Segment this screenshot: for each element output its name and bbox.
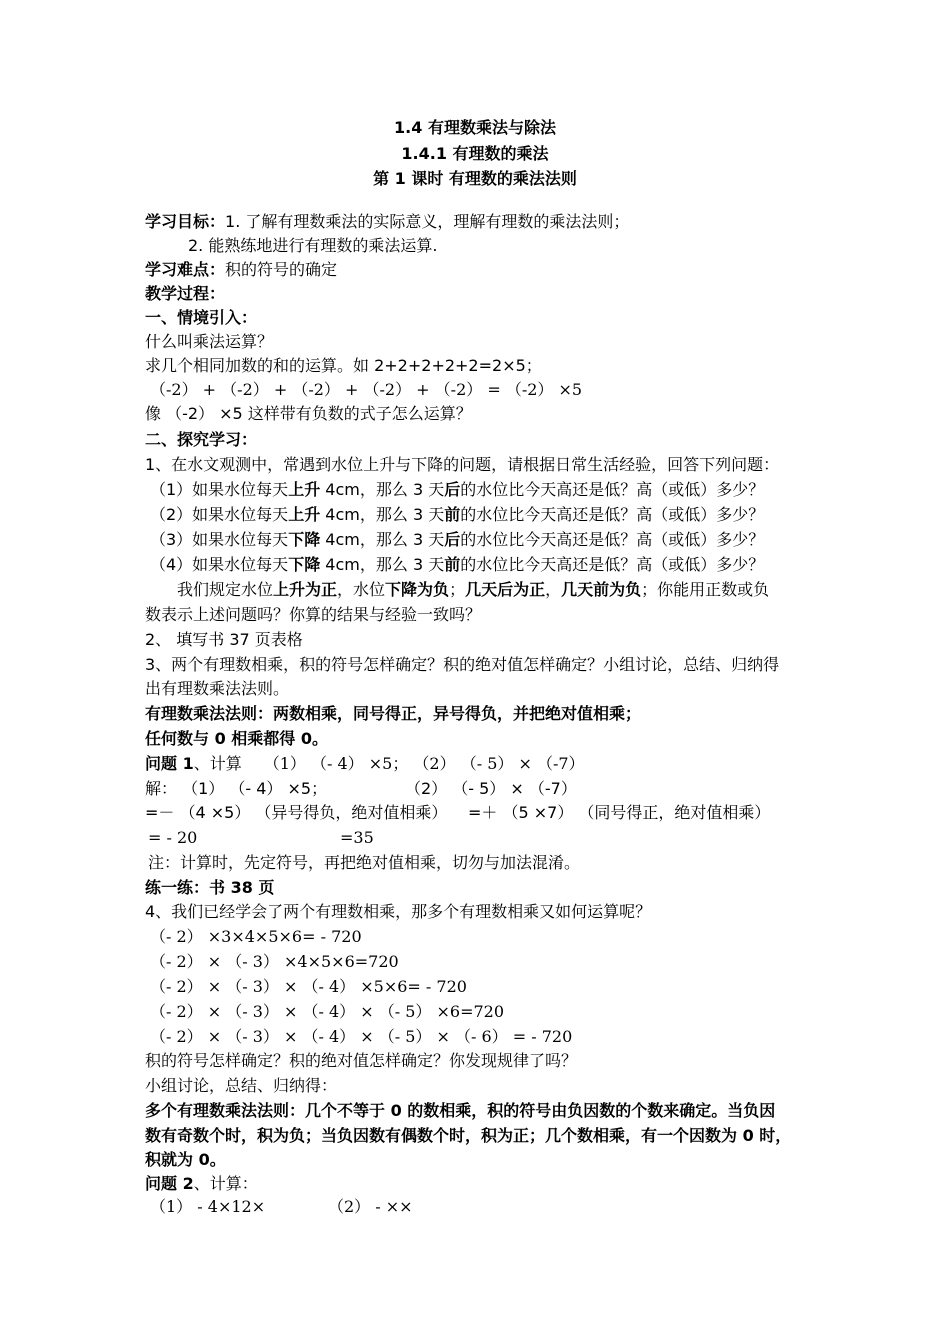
objective-1: 1. 了解有理数乘法的实际意义，理解有理数的乘法法则； bbox=[225, 212, 630, 231]
problem2-title: 、计算： bbox=[193, 1174, 258, 1193]
multi-example-2: （- 2） × （- 3） ×4×5×6=720 bbox=[150, 952, 399, 971]
multi-example-4: （- 2） × （- 3） × （- 4） × （- 5） ×6=720 bbox=[150, 1002, 505, 1021]
multi-example-3: （- 2） × （- 3） × （- 4） ×5×6= - 720 bbox=[150, 977, 467, 996]
difficulty-line bbox=[145, 258, 337, 282]
multi-law-1: 多个有理数乘法法则：几个不等于 0 的数相乘，积的符号由负因数的个数来确定。当负因 bbox=[145, 1101, 776, 1120]
multi-summary: 小组讨论，总结、归纳得： bbox=[145, 1076, 338, 1095]
problem1-line bbox=[145, 752, 585, 776]
difficulty-label: 学习难点： bbox=[145, 260, 226, 279]
intro-question-2: 像 （-2） ×5 这样带有负数的式子怎么运算？ bbox=[145, 404, 472, 423]
explore-p3a: 3、两个有理数相乘，积的符号怎样确定？积的绝对值怎样确定？小组讨论，总结、归纳得 bbox=[145, 655, 780, 674]
multiplication-law-1: 有理数乘法法则：两数相乘，同号得正，异号得负，并把绝对值相乘； bbox=[145, 704, 642, 723]
explore-p2: 2、 填写书 37 页表格 bbox=[145, 630, 303, 649]
explore-heading: 二、探究学习： bbox=[145, 430, 258, 449]
objectives-line bbox=[145, 210, 629, 234]
intro-answer: 求几个相同加数的和的运算。如 2+2+2+2+2=2×5； bbox=[145, 356, 542, 375]
explore-p1: 1、在水文观测中，常遇到水位上升与下降的问题，请根据日常生活经验，回答下列问题： bbox=[145, 455, 780, 474]
explore-rule-2: 数表示上述问题吗？你算的结果与经验一致吗？ bbox=[145, 605, 482, 624]
multi-question: 积的符号怎样确定？积的绝对值怎样确定？你发现规律了吗？ bbox=[145, 1051, 578, 1070]
multi-example-1: （- 2） ×3×4×5×6= - 720 bbox=[150, 927, 362, 946]
problem1-note: 注：计算时，先定符号，再把绝对值相乘，切勿与加法混淆。 bbox=[148, 853, 581, 872]
objective-2: 2. 能熟练地进行有理数的乘法运算. bbox=[188, 236, 438, 255]
problem1-step-2: =＋ （5 ×7） （同号得正，绝对值相乘） bbox=[468, 803, 771, 822]
problem1-result-1: = - 20 bbox=[148, 828, 198, 847]
intro-question: 什么叫乘法运算？ bbox=[145, 332, 274, 351]
explore-q4: （4）如果水位每天下降 4cm，那么 3 天前的水位比今天高还是低？高（或低）多少？ bbox=[150, 555, 765, 574]
lesson-title: 第 1 课时 有理数的乘法法则 bbox=[373, 169, 577, 188]
practice-line: 练一练：书 38 页 bbox=[145, 878, 275, 897]
problem1-step-1: =－ （4 ×5） （异号得负，绝对值相乘） bbox=[145, 803, 448, 822]
problem1-question: （1） （- 4） ×5； （2） （- 5） × （-7） bbox=[263, 754, 585, 773]
intro-equation: （-2） + （-2） + （-2） + （-2） + （-2） = （-2） ×5 bbox=[150, 380, 583, 399]
process-heading: 教学过程： bbox=[145, 284, 226, 303]
problem2-q2: （2） - ×× bbox=[328, 1197, 413, 1216]
multiplication-law-2: 任何数与 0 相乘都得 0。 bbox=[145, 729, 328, 748]
problem2-line bbox=[145, 1172, 258, 1196]
sub-title: 1.4.1 有理数的乘法 bbox=[401, 144, 549, 163]
explore-q2: （2）如果水位每天上升 4cm，那么 3 天前的水位比今天高还是低？高（或低）多少？ bbox=[150, 505, 765, 524]
main-title: 1.4 有理数乘法与除法 bbox=[394, 118, 556, 137]
problem1-result-2: =35 bbox=[340, 828, 374, 847]
explore-p3b: 出有理数乘法法则。 bbox=[145, 679, 290, 698]
problem1-solution-2: （2） （- 5） × （-7） bbox=[405, 779, 577, 798]
problem2-q1: （1） - 4×12× bbox=[150, 1197, 266, 1216]
multi-example-5: （- 2） × （- 3） × （- 4） × （- 5） × （- 6） = - 720 bbox=[150, 1027, 573, 1046]
multi-law-3: 积就为 0。 bbox=[145, 1150, 226, 1169]
intro-heading: 一、情境引入： bbox=[145, 308, 258, 327]
objectives-label: 学习目标： bbox=[145, 212, 226, 231]
multi-intro: 4、我们已经学会了两个有理数相乘，那多个有理数相乘又如何运算呢？ bbox=[145, 902, 652, 921]
explore-q1: （1）如果水位每天上升 4cm，那么 3 天后的水位比今天高还是低？高（或低）多少？ bbox=[150, 480, 765, 499]
problem2-label: 问题 2 bbox=[145, 1174, 194, 1193]
multi-law-2: 数有奇数个时，积为负；当负因数有偶数个时，积为正；几个数相乘，有一个因数为 0 时， bbox=[145, 1126, 792, 1145]
explore-rule: 我们规定水位上升为正，水位下降为负；几天后为正，几天前为负；你能用正数或负 bbox=[177, 580, 770, 599]
explore-q3: （3）如果水位每天下降 4cm，那么 3 天后的水位比今天高还是低？高（或低）多少？ bbox=[150, 530, 765, 549]
problem1-label: 问题 1 bbox=[145, 754, 194, 773]
difficulty-text: 积的符号的确定 bbox=[225, 260, 338, 279]
problem1-solution-1: 解： （1） （- 4） ×5； bbox=[145, 779, 328, 798]
problem1-title: 、计算 bbox=[193, 754, 242, 773]
